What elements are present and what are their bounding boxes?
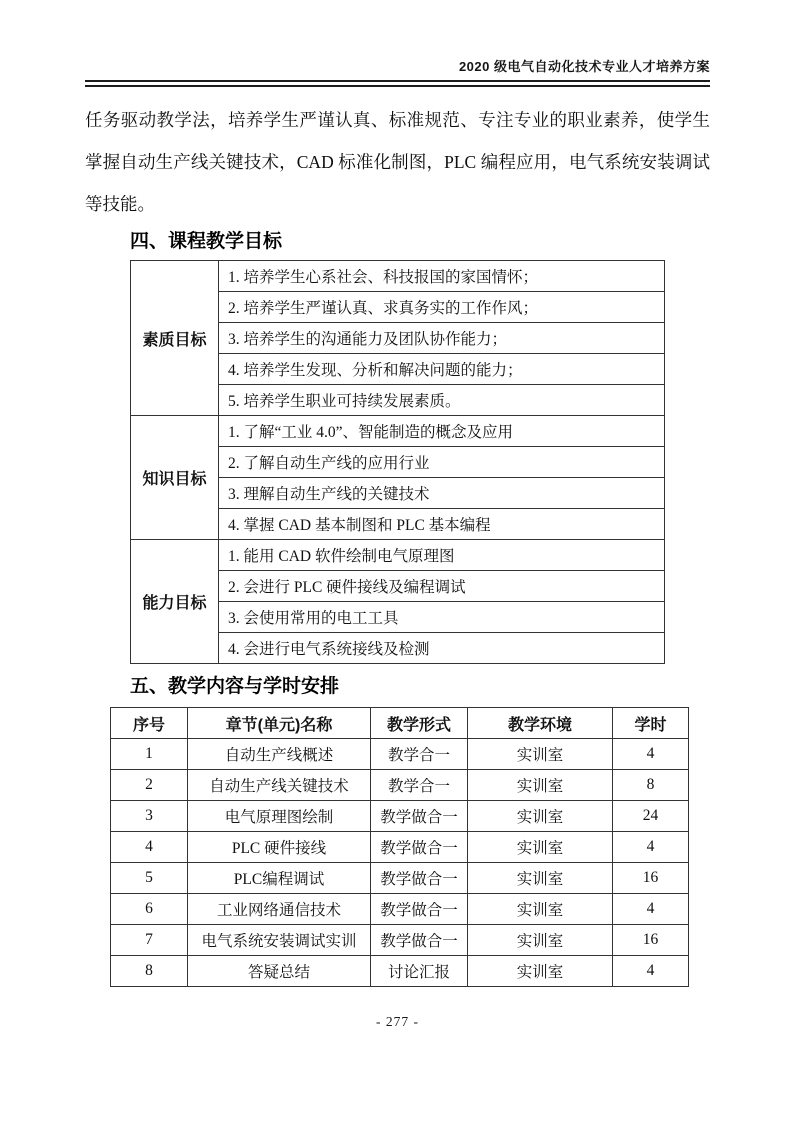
objective-item: 3. 会使用常用的电工工具	[219, 602, 665, 633]
objective-item: 2. 会进行 PLC 硬件接线及编程调试	[219, 571, 665, 602]
cell-form: 教学合一	[371, 770, 468, 801]
cell-form: 教学做合一	[371, 894, 468, 925]
cell-hours: 16	[613, 863, 689, 894]
cell-form: 教学做合一	[371, 925, 468, 956]
cell-hours: 4	[613, 832, 689, 863]
cell-hours: 16	[613, 925, 689, 956]
cell-hours: 4	[613, 894, 689, 925]
cell-env: 实训室	[468, 832, 613, 863]
table-row	[131, 416, 665, 447]
section4-heading: 四、课程教学目标	[130, 231, 283, 252]
cell-seq: 5	[111, 863, 188, 894]
cell-seq: 3	[111, 801, 188, 832]
cell-env: 实训室	[468, 894, 613, 925]
table-row	[111, 801, 689, 832]
cell-env: 实训室	[468, 739, 613, 770]
cell-hours: 24	[613, 801, 689, 832]
table-row	[131, 540, 665, 571]
objective-item: 1. 了解“工业 4.0”、智能制造的概念及应用	[219, 416, 665, 447]
body-paragraph: 任务驱动教学法，培养学生严谨认真、标准规范、专注专业的职业素养，使学生掌握自动生产线关键技术，CAD 标准化制图，PLC 编程应用，电气系统安装调试等技能。	[85, 110, 710, 214]
column-header-hours: 学时	[613, 708, 689, 739]
table-row	[111, 894, 689, 925]
cell-env: 实训室	[468, 956, 613, 987]
cell-env: 实训室	[468, 925, 613, 956]
cell-hours: 8	[613, 770, 689, 801]
cell-seq: 4	[111, 832, 188, 863]
column-header-seq: 序号	[111, 708, 188, 739]
objective-item: 4. 会进行电气系统接线及检测	[219, 633, 665, 664]
table-row	[111, 739, 689, 770]
cell-unit: 答疑总结	[188, 956, 371, 987]
objective-item: 1. 培养学生心系社会、科技报国的家国情怀；	[219, 261, 665, 292]
table-row	[131, 261, 665, 292]
column-header-env: 教学环境	[468, 708, 613, 739]
cell-unit: 工业网络通信技术	[188, 894, 371, 925]
page-number: - 277 -	[376, 1014, 419, 1029]
cell-form: 教学做合一	[371, 832, 468, 863]
objective-group-label: 能力目标	[131, 540, 219, 664]
cell-hours: 4	[613, 739, 689, 770]
objective-item: 3. 理解自动生产线的关键技术	[219, 478, 665, 509]
cell-unit: 自动生产线关键技术	[188, 770, 371, 801]
objective-group-label: 素质目标	[131, 261, 219, 416]
header-rule	[85, 80, 710, 87]
cell-unit: 电气原理图绘制	[188, 801, 371, 832]
teaching-schedule-table	[110, 707, 689, 987]
cell-hours: 4	[613, 956, 689, 987]
objective-item: 4. 培养学生发现、分析和解决问题的能力；	[219, 354, 665, 385]
cell-seq: 2	[111, 770, 188, 801]
objective-item: 1. 能用 CAD 软件绘制电气原理图	[219, 540, 665, 571]
objective-item: 2. 培养学生严谨认真、求真务实的工作作风；	[219, 292, 665, 323]
cell-unit: PLC 硬件接线	[188, 832, 371, 863]
section5-heading: 五、教学内容与学时安排	[130, 676, 340, 697]
cell-env: 实训室	[468, 770, 613, 801]
cell-unit: PLC编程调试	[188, 863, 371, 894]
objective-item: 5. 培养学生职业可持续发展素质。	[219, 385, 665, 416]
cell-seq: 1	[111, 739, 188, 770]
objective-item: 3. 培养学生的沟通能力及团队协作能力；	[219, 323, 665, 354]
table-row	[111, 956, 689, 987]
cell-unit: 自动生产线概述	[188, 739, 371, 770]
header-title: 2020 级电气自动化技术专业人才培养方案	[458, 59, 710, 74]
cell-env: 实训室	[468, 863, 613, 894]
objective-item: 4. 掌握 CAD 基本制图和 PLC 基本编程	[219, 509, 665, 540]
cell-form: 教学合一	[371, 739, 468, 770]
objective-item: 2. 了解自动生产线的应用行业	[219, 447, 665, 478]
table-header-row	[111, 708, 689, 739]
cell-seq: 8	[111, 956, 188, 987]
column-header-unit: 章节(单元)名称	[188, 708, 371, 739]
table-row	[111, 863, 689, 894]
cell-seq: 6	[111, 894, 188, 925]
column-header-form: 教学形式	[371, 708, 468, 739]
cell-form: 讨论汇报	[371, 956, 468, 987]
cell-form: 教学做合一	[371, 801, 468, 832]
table-row	[111, 832, 689, 863]
objective-group-label: 知识目标	[131, 416, 219, 540]
cell-unit: 电气系统安装调试实训	[188, 925, 371, 956]
cell-seq: 7	[111, 925, 188, 956]
cell-env: 实训室	[468, 801, 613, 832]
table-row	[111, 925, 689, 956]
course-objectives-table	[130, 260, 665, 664]
table-row	[111, 770, 689, 801]
cell-form: 教学做合一	[371, 863, 468, 894]
